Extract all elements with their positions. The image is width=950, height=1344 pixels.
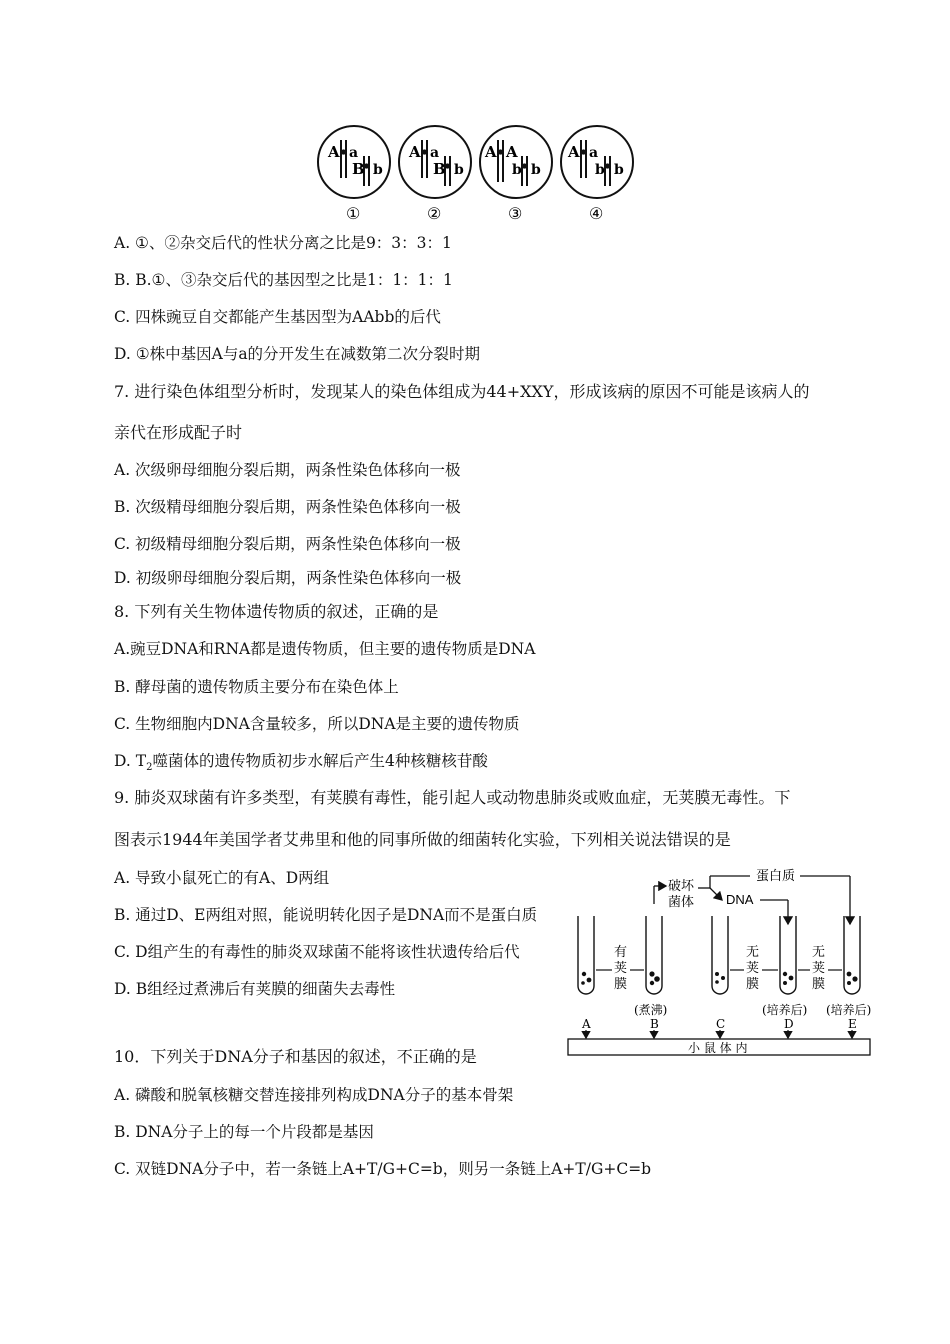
destroy-label-1: 破坏 [668, 879, 695, 894]
q9-option-a: A. 导致小鼠死亡的有A、D两组 [114, 869, 330, 887]
cultured-label: (培养后) [826, 1003, 872, 1017]
gene-label: a [430, 145, 440, 161]
cell-4 [561, 126, 633, 222]
q6-option-c: C. 四株豌豆自交都能产生基因型为AAbb的后代 [114, 308, 441, 326]
q8-stem: 8. 下列有关生物体遗传物质的叙述，正确的是 [114, 602, 439, 621]
q9-stem-line-1: 9. 肺炎双球菌有许多类型，有荚膜有毒性，能引起人或动物患肺炎或败血症，无荚膜无毒性。下 [114, 788, 791, 807]
tube-e [844, 916, 860, 994]
capsule-label: 有 [614, 945, 628, 960]
gene-label: B [352, 160, 365, 178]
gene-label: b [531, 162, 541, 178]
no-capsule-label: 无 [746, 945, 760, 960]
group-label-e: E [848, 1017, 857, 1031]
q8-option-d-text: 噬菌体的遗传物质初步水解后产生4种核糖核苷酸 [152, 752, 488, 770]
gene-label: b [595, 162, 605, 178]
cell-1 [318, 126, 390, 222]
q10-option-b: B. DNA分子上的每一个片段都是基因 [114, 1123, 374, 1141]
no-capsule-label: 荚 [812, 961, 826, 976]
no-capsule-label: 膜 [746, 977, 760, 992]
tube-d [780, 916, 796, 994]
gene-label: b [512, 162, 522, 178]
q8-option-a: A.豌豆DNA和RNA都是遗传物质，但主要的遗传物质是DNA [114, 640, 536, 658]
q6-option-a: A. ①、②杂交后代的性状分离之比是9：3：3：1 [114, 234, 452, 252]
gene-label: a [349, 145, 359, 161]
q9-option-c: C. D组产生的有毒性的肺炎双球菌不能将该性状遗传给后代 [114, 943, 520, 961]
gene-label: A [409, 143, 421, 161]
gene-label: a [589, 145, 599, 161]
q8-option-d-subscript: 2 [146, 762, 153, 774]
cell-number: ③ [508, 204, 523, 222]
q9-option-b: B. 通过D、E两组对照，能说明转化因子是DNA而不是蛋白质 [114, 906, 538, 924]
gene-label: B [433, 160, 446, 178]
q9-option-d: D. B组经过煮沸后有荚膜的细菌失去毒性 [114, 980, 396, 998]
capsule-label: 荚 [614, 961, 628, 976]
q10-option-a: A. 磷酸和脱氧核糖交替连接排列构成DNA分子的基本骨架 [114, 1086, 514, 1104]
cell-number: ① [346, 204, 361, 222]
group-label-b: B [650, 1017, 659, 1031]
cell-number: ② [427, 204, 442, 222]
q10-option-c: C. 双链DNA分子中，若一条链上A+T/G+C=b，则另一条链上A+T/G+C=b [114, 1160, 652, 1178]
q10-stem: 10．下列关于DNA分子和基因的叙述，不正确的是 [114, 1047, 477, 1066]
group-label-d: D [784, 1017, 794, 1031]
gene-label: b [454, 162, 464, 178]
no-capsule-label: 荚 [746, 961, 760, 976]
tube-b [646, 916, 662, 994]
bacterial-transformation-figure [560, 862, 878, 1058]
protein-label: 蛋白质 [756, 869, 796, 884]
q9-stem-line-2: 图表示1944年美国学者艾弗里和他的同事所做的细菌转化实验，下列相关说法错误的是 [114, 830, 731, 849]
gene-label: A [485, 143, 497, 161]
chromosome-cells-figure [316, 122, 646, 222]
group-label-a: A [582, 1017, 591, 1031]
q7-stem-line-1: 7. 进行染色体组型分析时，发现某人的染色体组成为44+XXY，形成该病的原因不可能是该病人的 [114, 382, 810, 401]
mouse-label: 小 鼠 体 内 [688, 1041, 748, 1055]
q8-option-c: C. 生物细胞内DNA含量较多，所以DNA是主要的遗传物质 [114, 715, 520, 733]
q7-option-b: B. 次级精母细胞分裂后期，两条性染色体移向一极 [114, 498, 461, 516]
q7-option-c: C. 初级精母细胞分裂后期，两条性染色体移向一极 [114, 535, 461, 553]
gene-label: b [373, 162, 383, 178]
no-capsule-label: 无 [812, 945, 826, 960]
q6-option-b: B. B.①、③杂交后代的基因型之比是1：1：1：1 [114, 271, 453, 289]
dna-label: DNA [726, 892, 754, 907]
cell-2 [399, 126, 471, 222]
gene-label: A [568, 143, 580, 161]
q6-option-d: D. ①株中基因A与a的分开发生在减数第二次分裂时期 [114, 345, 481, 363]
tube-a [578, 916, 594, 994]
q8-option-d [114, 751, 488, 778]
destroy-label-2: 菌体 [668, 895, 695, 910]
cell-3 [480, 126, 552, 222]
q7-option-a: A. 次级卵母细胞分裂后期，两条性染色体移向一极 [114, 461, 461, 479]
q8-option-d-prefix: D. T [114, 752, 147, 770]
capsule-label: 膜 [614, 977, 628, 992]
tube-c [712, 916, 728, 994]
q7-option-d: D. 初级卵母细胞分裂后期，两条性染色体移向一极 [114, 569, 462, 587]
cultured-label: (培养后) [762, 1003, 808, 1017]
gene-label: A [506, 143, 518, 161]
q8-option-b: B. 酵母菌的遗传物质主要分布在染色体上 [114, 678, 399, 696]
boiled-label: (煮沸) [634, 1003, 668, 1017]
gene-label: b [614, 162, 624, 178]
q7-stem-line-2: 亲代在形成配子时 [114, 423, 243, 442]
no-capsule-label: 膜 [812, 977, 826, 992]
group-label-c: C [716, 1017, 726, 1031]
gene-label: A [328, 143, 340, 161]
cell-number: ④ [589, 204, 604, 222]
